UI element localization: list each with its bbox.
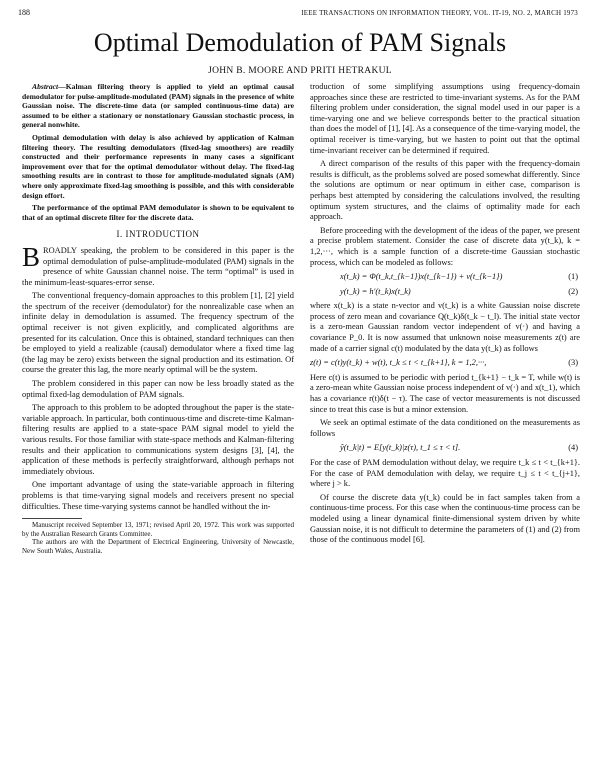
body-paragraph-7: For the case of PAM demodulation without delay, we require t_k ≤ t < t_{k+1}. For the case of PAM demodulation with delay, we require t_j ≤ t < t_{j+1}, where j > k.: [310, 458, 580, 489]
equation-4: [310, 443, 580, 454]
equation-1-number: (1): [568, 272, 578, 282]
equation-4-text: ŷ(t_k|t) = E[y(t_k)|z(τ), t_1 ≤ τ < t].: [340, 443, 461, 453]
body-paragraph-4: where x(t_k) is a state n-vector and v(t_k) is a white Gaussian noise discrete process of zero mean and covariance Q(t_k)δ(t_k − t_l). The initial state vector is a zero-mean Gaussian random vector independent of v(·) and having a covariance P_0. It is now assumed that unknown noise measurements z(t) are made of a carrier signal c(t) modulated by the data y(t_k) as follows: [310, 301, 580, 353]
right-column: [310, 82, 580, 549]
body-paragraph-8: Of course the discrete data y(t_k) could be in fact samples taken from a continuous-time process. For this case when the continuous-time process can be modeled using a linear dynamical finite-dimensional system driven by white Gaussian noise, it is not difficult to determine the parameters of (1) and (2) from those of the continuous model [6].: [310, 492, 580, 545]
equation-1: [310, 272, 580, 283]
equation-2-text: y(t_k) = h′(t_k)x(t_k): [340, 286, 411, 296]
intro-paragraph-4: The approach to this problem to be adopted throughout the paper is the state-variable approach. In particular, both continuous-time and discrete-time Kalman-filtering results are applied to a state-space PAM signal model to yield the various results. For those familiar with state-space methods and Kalman-filtering results and their application to communications system designs [3], [4], the application of these methods is perfectly straightforward, although perhaps not immediately obvious.: [22, 403, 294, 476]
intro-paragraph-1-text: ROADLY speaking, the problem to be considered in this paper is the optimal demodulation of pulse-amplitude-modulated (PAM) signals in the presence of white Gaussian channel noise. The term “optimal” is used in the minimum-least-squares-error sense.: [22, 245, 294, 287]
footnote-rule: [22, 518, 82, 519]
body-paragraph-6: We seek an optimal estimate of the data conditioned on the measurements as follows: [310, 418, 580, 438]
equation-3-number: (3): [568, 358, 578, 368]
paper-title: Optimal Demodulation of PAM Signals: [93, 28, 507, 57]
intro-paragraph-1: [22, 241, 294, 288]
abstract-paragraph-1: [22, 82, 294, 130]
section-heading-introduction: I. INTRODUCTION: [116, 229, 200, 240]
left-column: [22, 82, 294, 556]
equation-2-number: (2): [568, 286, 578, 296]
abstract-paragraph-3: The performance of the optimal PAM demodulator is shown to be equivalent to that of an optimal discrete filter for the discrete data.: [22, 203, 294, 222]
intro-paragraph-5: One important advantage of using the state-variable approach in filtering problems is that time-varying signal models and receivers present no special difficulties. These time-varying systems cannot be handled without the in-: [22, 480, 294, 511]
abstract-label: Abstract: [32, 82, 59, 91]
abstract: [22, 82, 294, 222]
footnotes: [22, 521, 294, 555]
paper-authors: JOHN B. MOORE AND PRITI HETRAKUL: [208, 66, 392, 76]
equation-1-text: x(t_k) = Φ(t_k,t_{k−1})x(t_{k−1}) + v(t_{k−1}): [340, 272, 503, 282]
drop-cap: B: [22, 241, 41, 272]
intro-paragraph-3: The problem considered in this paper can now be less broadly stated as the optimal fixed-lag demodulation of PAM signals.: [22, 379, 294, 399]
body-paragraph-2: A direct comparison of the results of this paper with the frequency-domain results is difficult, as the problems solved are posed somewhat differently. Since the solutions are optimum or near optimum in either case, comparison is perhaps best attempted by considering the calculations involved, the resulting optimum system structures, and the claims of optimality made for each approach.: [310, 159, 580, 222]
abstract-text-1: —Kalman filtering theory is applied to yield an optimal causal demodulator for pulse-amplitude-modulated (PAM) signals in the presence of white Gaussian noise. The discrete-time data (or sampled continuous-time data) are assumed to be either a stationary or nonstationary Gaussian stochastic process, in general nonwhite.: [22, 82, 294, 130]
body-paragraph-5: Here c(t) is assumed to be periodic with period t_{k+1} − t_k = T, while w(t) is a zero-mean white Gaussian noise process independent of v(·) and x(t_1), which has a covariance r(t)δ(t − τ). The case of vector measurements is not discussed since to treat this case is but a minor extension.: [310, 372, 580, 414]
equation-2: [310, 287, 580, 298]
equation-4-number: (4): [568, 443, 578, 453]
footnote-affiliation: The authors are with the Department of Electrical Engineering, University of Newcastle, New South Wales, Australia.: [22, 538, 294, 555]
page-number: 188: [18, 8, 30, 17]
equation-3: [310, 358, 580, 369]
equation-3-text: z(t) = c(t)y(t_k) + w(t), t_k ≤ t < t_{k+1}, k = 1,2,···,: [310, 358, 487, 368]
abstract-paragraph-2: Optimal demodulation with delay is also achieved by application of Kalman filtering theory. The resulting demodulators (fixed-lag smoothers) are readily constructed and their performance represents in many cases a significant improvement over that for the optimal demodulator without delay. The fixed-lag smoothing results are in contrast to those for amplitude-modulated signals (AM) where only approximate fixed-lag smoothing is possible, and this with considerable design effort.: [22, 132, 294, 200]
body-paragraph-1: troduction of some simplifying assumptions using frequency-domain approaches since these are restricted to time-invariant systems. As for the PAM filtering problem under consideration, the signal model used in our paper is a time-varying one and we believe corresponds better to the practical situation than does the model of [1], [4]. As a consequence of the time-varying model, the optimal receiver is time-varying, but we hasten to point out that the optimal time-invariant receiver can be determined if required.: [310, 82, 581, 155]
body-paragraph-3: Before proceeding with the development of the ideas of the paper, we present a precise problem statement. Consider the case of discrete data y(t_k), k = 1,2,···, which is a sample function of a discrete-time Gaussian stochastic process, which can be modeled as follows:: [310, 225, 580, 267]
footnote-manuscript: Manuscript received September 13, 1971; revised April 20, 1972. This work was supported by the Australian Research Grants Committee.: [22, 521, 294, 538]
journal-header: IEEE TRANSACTIONS ON INFORMATION THEORY, VOL. IT-19, NO. 2, MARCH 1973: [301, 9, 578, 17]
intro-paragraph-2: The conventional frequency-domain approaches to this problem [1], [2] yield the spectrum of the receiver (demodulator) for the nonrealizable case when an infinite delay in demodulation is assumed. The frequency spectrum of the optimal receiver is not given explicitly, and complicated algorithms are presented for its calculation. Once this is obtained, standard techniques can then be employed to yield a realizable (causal) demodulator where a fixed time lag (the lag may be zero) exists between the signal production and its estimation. Of course the greater this lag, the more nearly optimal will be the system.: [22, 291, 294, 375]
